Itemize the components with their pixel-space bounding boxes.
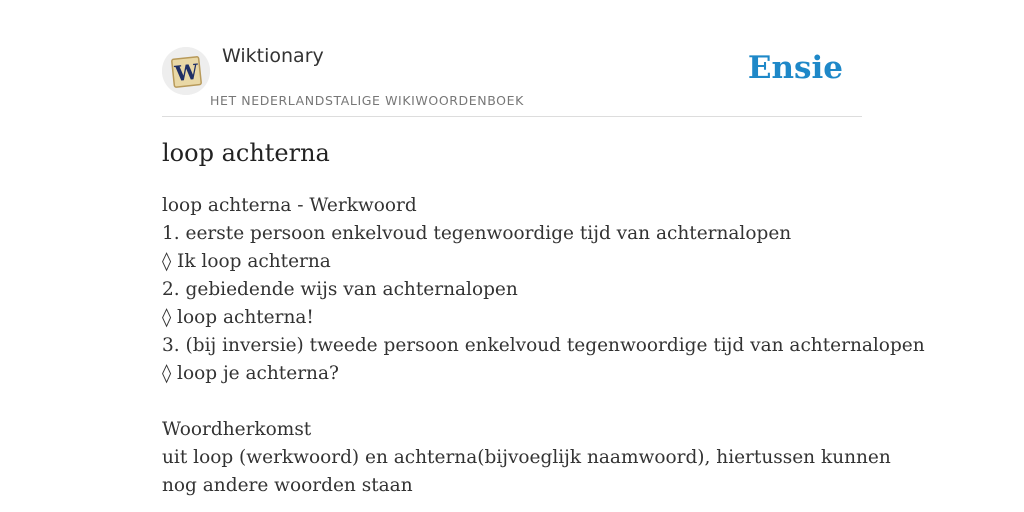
example-line: ◊ loop je achterna? [162, 363, 339, 384]
wiktionary-logo-icon[interactable] [162, 47, 210, 95]
page-title: loop achterna [162, 139, 330, 167]
example-line: ◊ loop achterna! [162, 307, 314, 328]
example-line: ◊ Ik loop achterna [162, 251, 331, 272]
entry-heading: loop achterna - Werkwoord [162, 195, 417, 216]
ensie-brand-link[interactable]: Ensie [747, 50, 843, 86]
site-name[interactable]: Wiktionary [222, 45, 324, 67]
definition-line: 2. gebiedende wijs van achternalopen [162, 279, 518, 300]
site-subtitle: HET NEDERLANDSTALIGE WIKIWOORDENBOEK [210, 93, 524, 108]
etymology-heading: Woordherkomst [162, 419, 312, 440]
entry-content [162, 192, 925, 500]
site-header [162, 0, 862, 117]
spacer [162, 388, 882, 416]
definition-line: 1. eerste persoon enkelvoud tegenwoordige tijd van achternalopen [162, 223, 792, 244]
svg-text:W: W [173, 58, 200, 87]
etymology-line: uit loop (werkwoord) en achterna(bijvoeglijk naamwoord), hiertussen kunnen [162, 447, 891, 468]
definition-line: 3. (bij inversie) tweede persoon enkelvoud tegenwoordige tijd van achternalopen [162, 335, 925, 356]
etymology-line: nog andere woorden staan [162, 475, 413, 496]
